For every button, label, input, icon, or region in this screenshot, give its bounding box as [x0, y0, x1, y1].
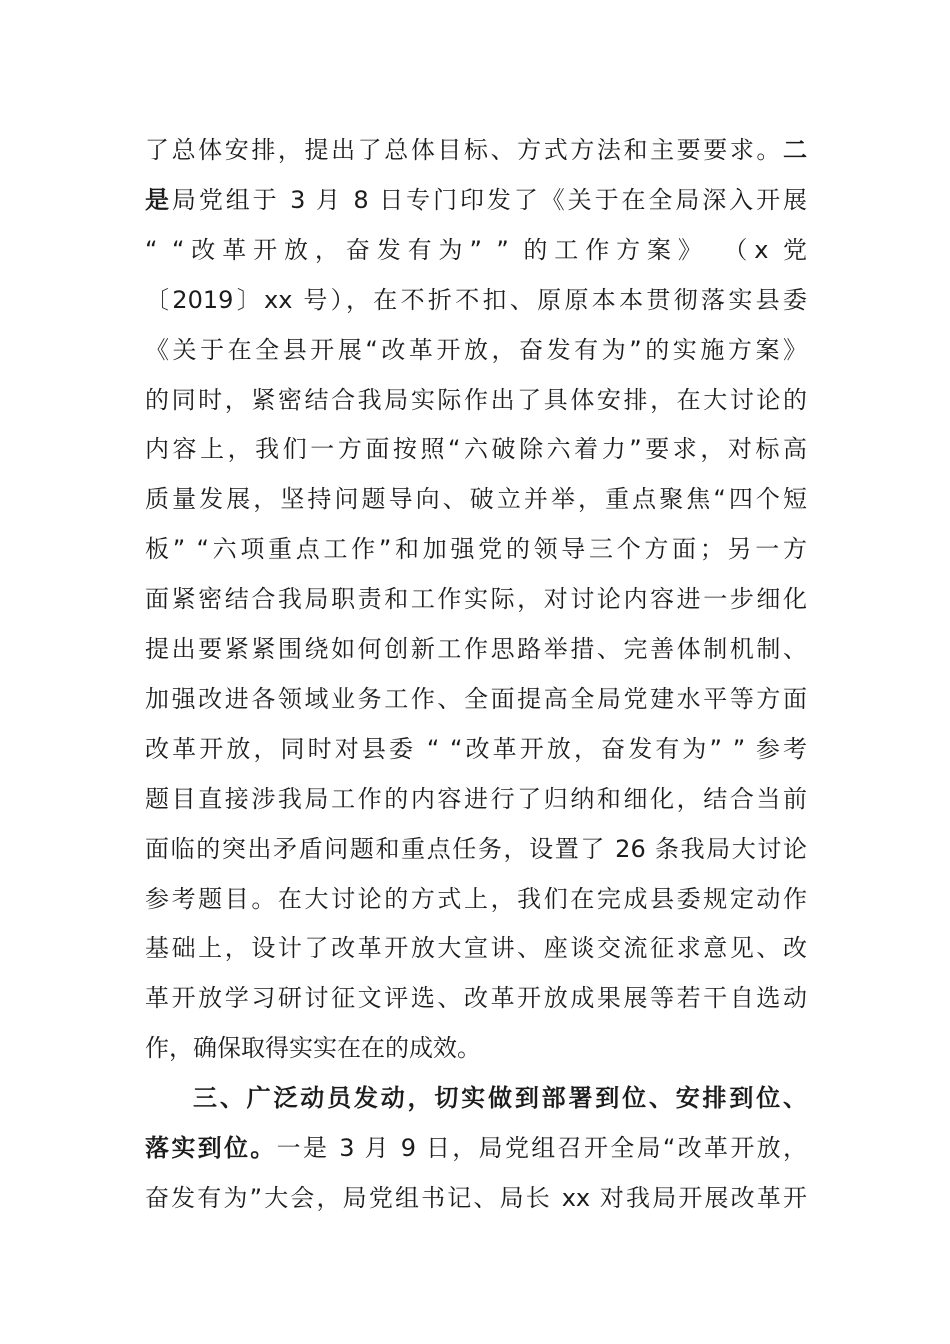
text-segment: 《关于在全县开展“改革开放，奋发有为”的实施方案》 [145, 336, 807, 364]
text-line [145, 881, 807, 917]
text-segment: 提出要紧紧围绕如何创新工作思路举措、完善体制机制、 [145, 635, 807, 663]
text-line [145, 1180, 807, 1216]
text-line [145, 481, 807, 517]
text-line [145, 531, 807, 567]
bold-text-segment: 二 [783, 136, 807, 164]
text-line [145, 581, 807, 617]
text-segment: 了总体安排，提出了总体目标、方式方法和主要要求。 [145, 136, 783, 164]
text-line [145, 332, 807, 368]
text-segment: 革开放学习研讨征文评选、改革开放成果展等若干自选动 [145, 984, 807, 1012]
bold-text-segment: 是 [145, 186, 172, 214]
text-line [145, 781, 807, 817]
text-line [145, 1130, 807, 1166]
text-segment: 加强改进各领域业务工作、全面提高全局党建水平等方面 [145, 685, 807, 713]
text-segment: 〔2019〕xx 号），在不折不扣、原原本本贯彻落实县委 [145, 286, 807, 314]
text-segment: 面临的突出矛盾问题和重点任务，设置了 26 条我局大讨论 [145, 835, 807, 863]
text-segment: 内容上，我们一方面按照“六破除六着力”要求，对标高 [145, 435, 807, 463]
text-segment: 板” “六项重点工作”和加强党的领导三个方面；另一方 [145, 535, 807, 563]
text-line [145, 631, 807, 667]
text-segment: 作，确保取得实实在在的成效。 [145, 1034, 481, 1062]
bold-text-segment: 落实到位。 [145, 1134, 277, 1162]
text-line [145, 930, 807, 966]
text-segment: 局党组于 3 月 8 日专门印发了《关于在全局深入开展 [171, 186, 807, 214]
bold-text-segment: 三、广泛动员发动，切实做到部署到位、安排到位、 [193, 1084, 807, 1112]
text-segment: 面紧密结合我局职责和工作实际，对讨论内容进一步细化 [145, 585, 807, 613]
text-segment: 一是 3 月 9 日，局党组召开全局“改革开放， [276, 1134, 807, 1162]
text-segment: 的同时，紧密结合我局实际作出了具体安排，在大讨论的 [145, 386, 807, 414]
text-line [145, 431, 807, 467]
text-line [145, 382, 807, 418]
text-line [145, 282, 807, 318]
text-line [193, 1080, 807, 1116]
text-segment: 质量发展，坚持问题导向、破立并举，重点聚焦“四个短 [145, 485, 807, 513]
text-segment: “ “改革开放，奋发有为” ” 的工作方案》 （x 党 [145, 236, 807, 264]
text-line [145, 1030, 807, 1066]
text-line [145, 731, 807, 767]
text-segment: 题目直接涉我局工作的内容进行了归纳和细化，结合当前 [145, 785, 807, 813]
text-segment: 参考题目。在大讨论的方式上，我们在完成县委规定动作 [145, 885, 807, 913]
text-segment: 奋发有为”大会，局党组书记、局长 xx 对我局开展改革开 [145, 1184, 807, 1212]
text-line [145, 182, 807, 218]
text-segment: 改革开放，同时对县委 “ “改革开放，奋发有为” ” 参考 [145, 735, 807, 763]
text-segment: 基础上，设计了改革开放大宣讲、座谈交流征求意见、改 [145, 934, 807, 962]
text-line [145, 980, 807, 1016]
text-line [145, 681, 807, 717]
text-line [145, 132, 807, 168]
text-line [145, 232, 807, 268]
text-line [145, 831, 807, 867]
